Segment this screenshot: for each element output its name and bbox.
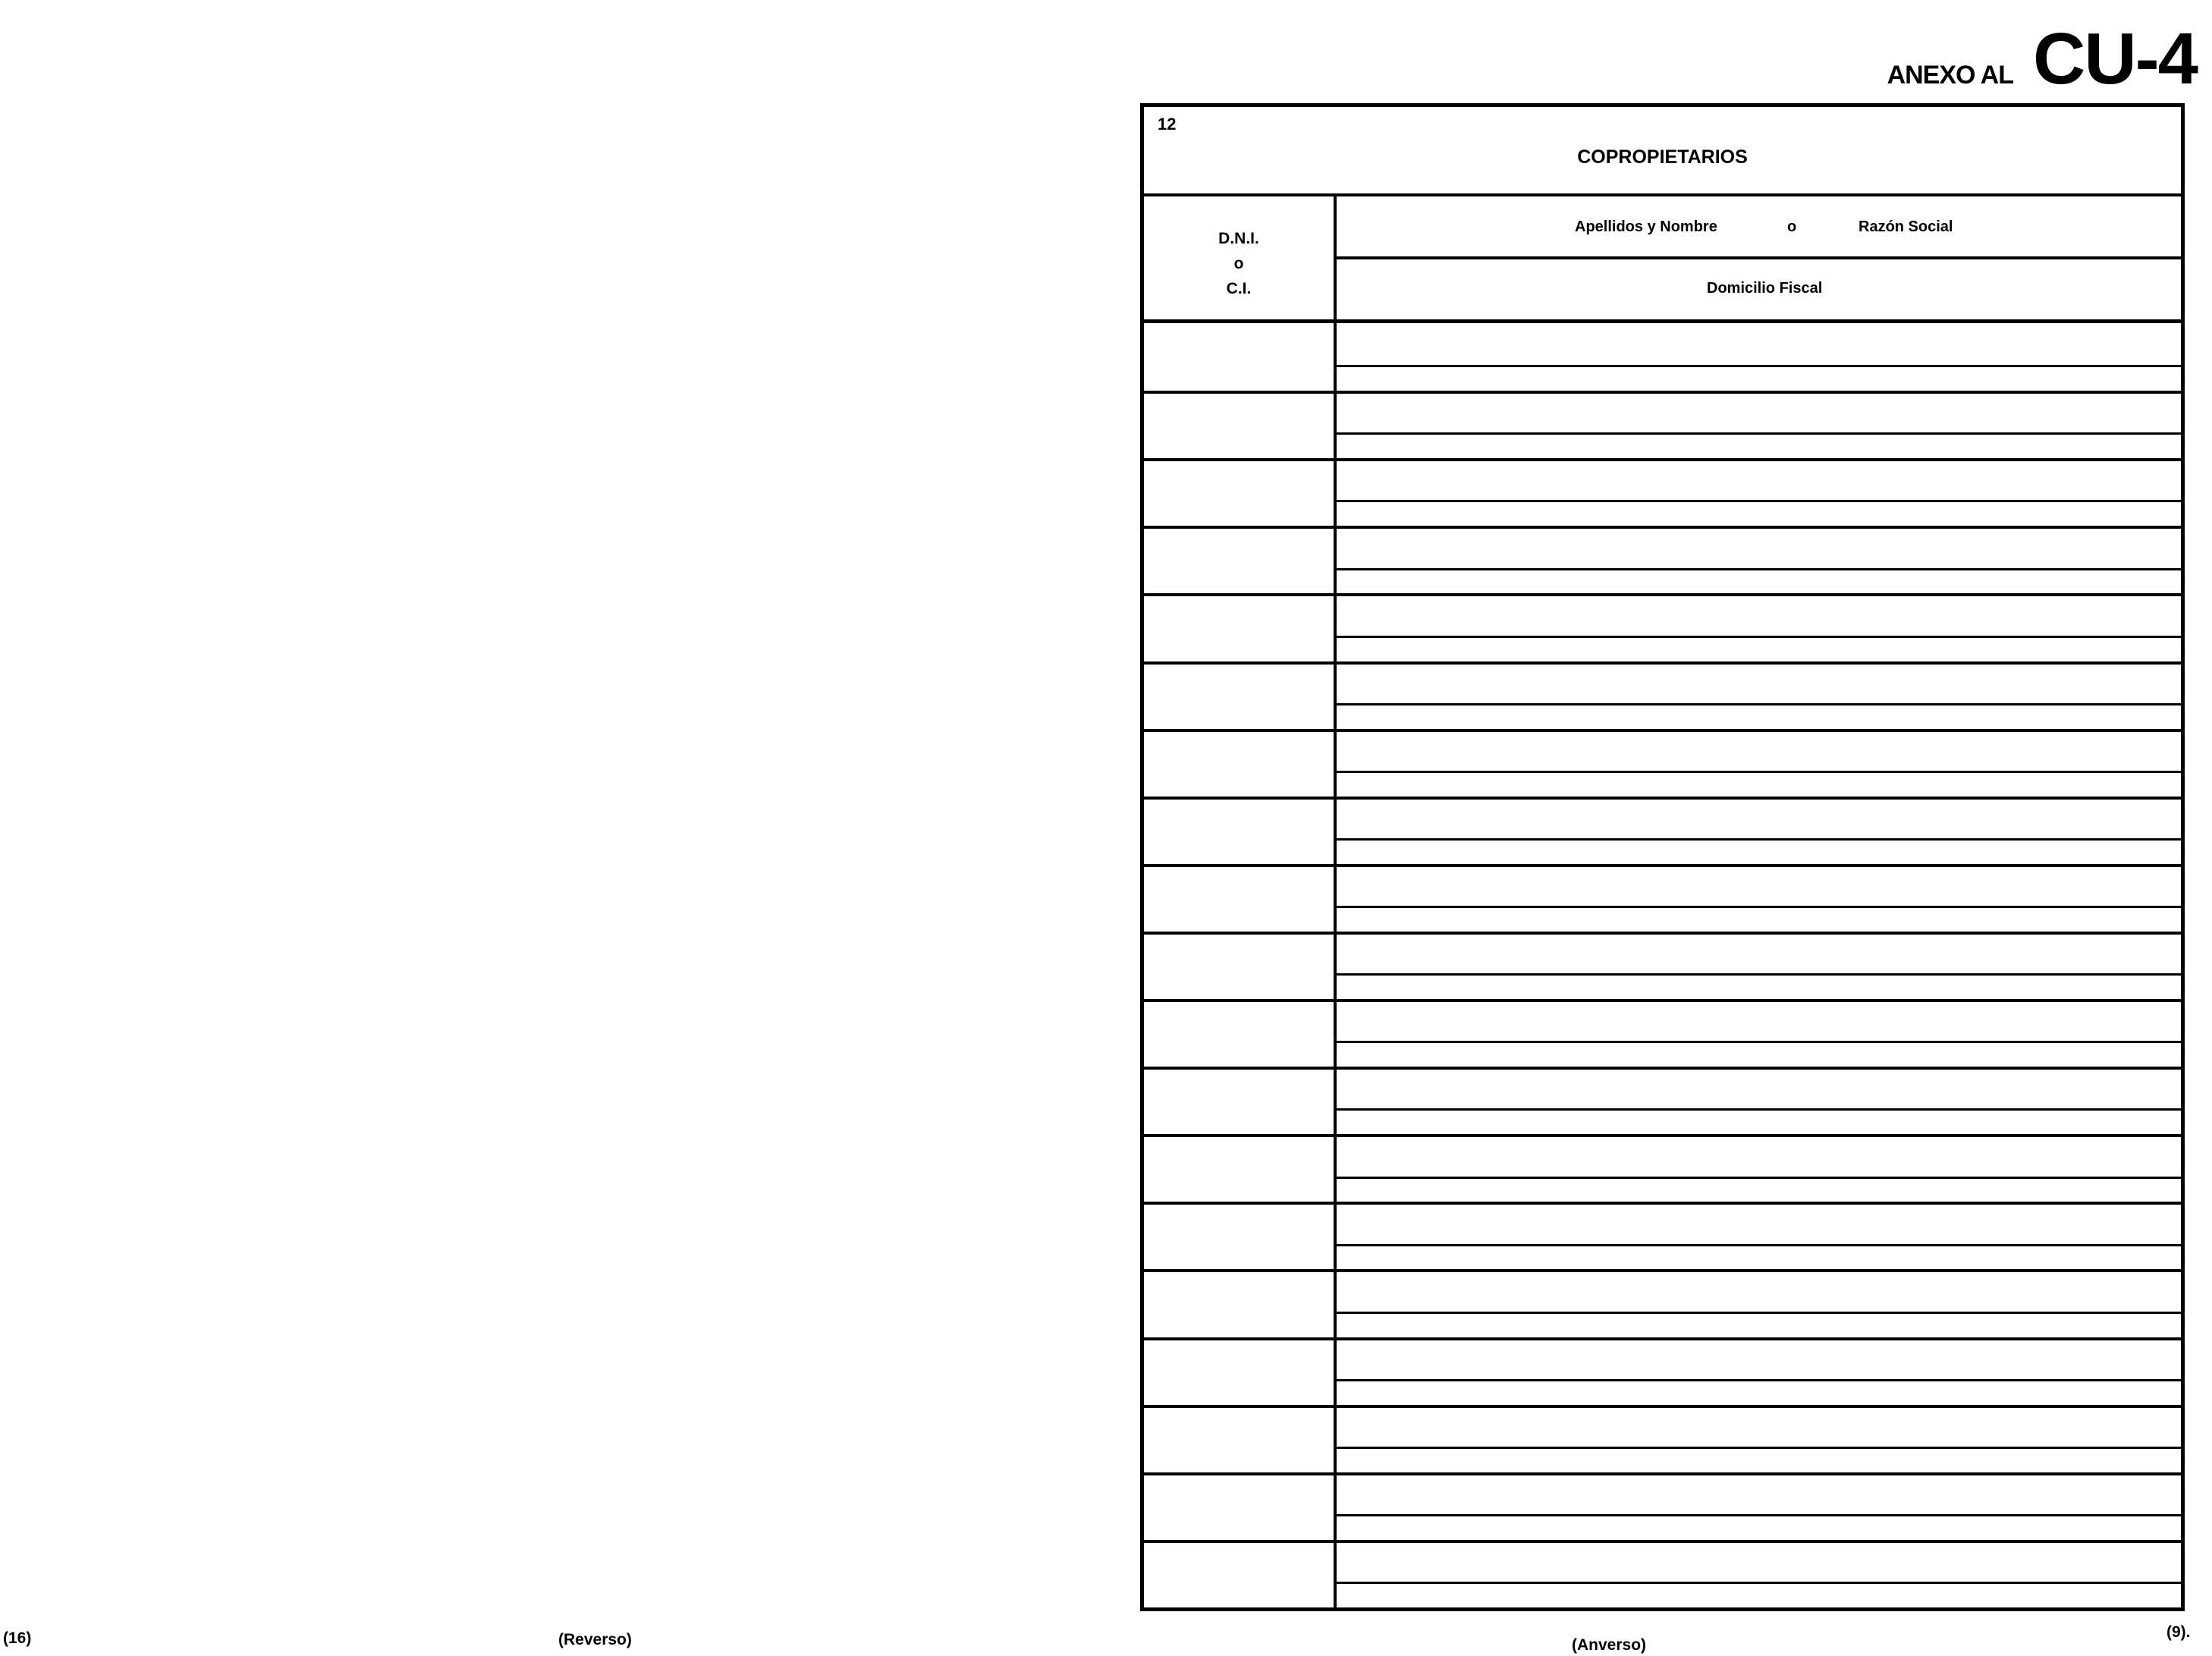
header-bottom-rule (1144, 319, 2181, 323)
row-separator-rule (1144, 1337, 2181, 1340)
id-header-ci: C.I. (1226, 280, 1252, 297)
right-page-number: (9). (2166, 1623, 2191, 1641)
title-divider (1144, 193, 2181, 196)
row-separator-rule (1144, 1067, 2181, 1070)
row-separator-rule (1144, 932, 2181, 935)
row-separator-rule (1144, 526, 2181, 529)
row-mid-rule (1337, 1244, 2181, 1246)
id-header-or: o (1233, 255, 1244, 272)
name-column-header: Apellidos y Nombre (1575, 218, 1717, 235)
row-mid-rule (1337, 636, 2181, 638)
left-page-side: (Reverso) (558, 1631, 632, 1648)
annex-header (1887, 18, 2197, 99)
row-separator-rule (1144, 999, 2181, 1002)
row-mid-rule (1337, 500, 2181, 502)
row-mid-rule (1337, 1582, 2181, 1584)
row-separator-rule (1144, 661, 2181, 665)
annex-code: CU-4 (2032, 18, 2197, 99)
row-mid-rule (1337, 906, 2181, 908)
row-separator-rule (1144, 1405, 2181, 1408)
name-or-separator: o (1787, 218, 1797, 235)
header-subdivider (1337, 256, 2181, 259)
company-column-header: Razón Social (1859, 218, 1953, 235)
row-mid-rule (1337, 771, 2181, 773)
section-number: 12 (1158, 115, 1177, 134)
section-title: COPROPIETARIOS (1577, 146, 1748, 168)
row-separator-rule (1144, 729, 2181, 732)
row-mid-rule (1337, 1041, 2181, 1043)
row-separator-rule (1144, 1202, 2181, 1205)
row-mid-rule (1337, 973, 2181, 976)
annex-prefix: ANEXO AL (1887, 61, 2013, 90)
row-mid-rule (1337, 703, 2181, 705)
row-mid-rule (1337, 1379, 2181, 1381)
row-separator-rule (1144, 458, 2181, 461)
row-mid-rule (1337, 1514, 2181, 1516)
right-page-side: (Anverso) (1572, 1636, 1647, 1654)
row-mid-rule (1337, 432, 2181, 435)
coproprietors-form (1140, 103, 2185, 1611)
row-mid-rule (1337, 1447, 2181, 1449)
row-separator-rule (1144, 1472, 2181, 1475)
id-column-header (1144, 226, 1334, 301)
row-mid-rule (1337, 365, 2181, 367)
row-mid-rule (1337, 1177, 2181, 1179)
address-column-header: Domicilio Fiscal (1707, 280, 1823, 297)
column-divider (1334, 196, 1337, 1607)
row-separator-rule (1144, 1134, 2181, 1137)
row-separator-rule (1144, 593, 2181, 596)
row-mid-rule (1337, 838, 2181, 841)
row-separator-rule (1144, 391, 2181, 394)
row-separator-rule (1144, 864, 2181, 867)
row-separator-rule (1144, 1269, 2181, 1272)
row-mid-rule (1337, 1108, 2181, 1111)
id-header-dni: D.N.I. (1218, 230, 1259, 247)
row-separator-rule (1144, 1540, 2181, 1543)
left-page-number: (16) (3, 1629, 32, 1647)
row-mid-rule (1337, 1312, 2181, 1314)
row-separator-rule (1144, 797, 2181, 800)
row-mid-rule (1337, 568, 2181, 570)
